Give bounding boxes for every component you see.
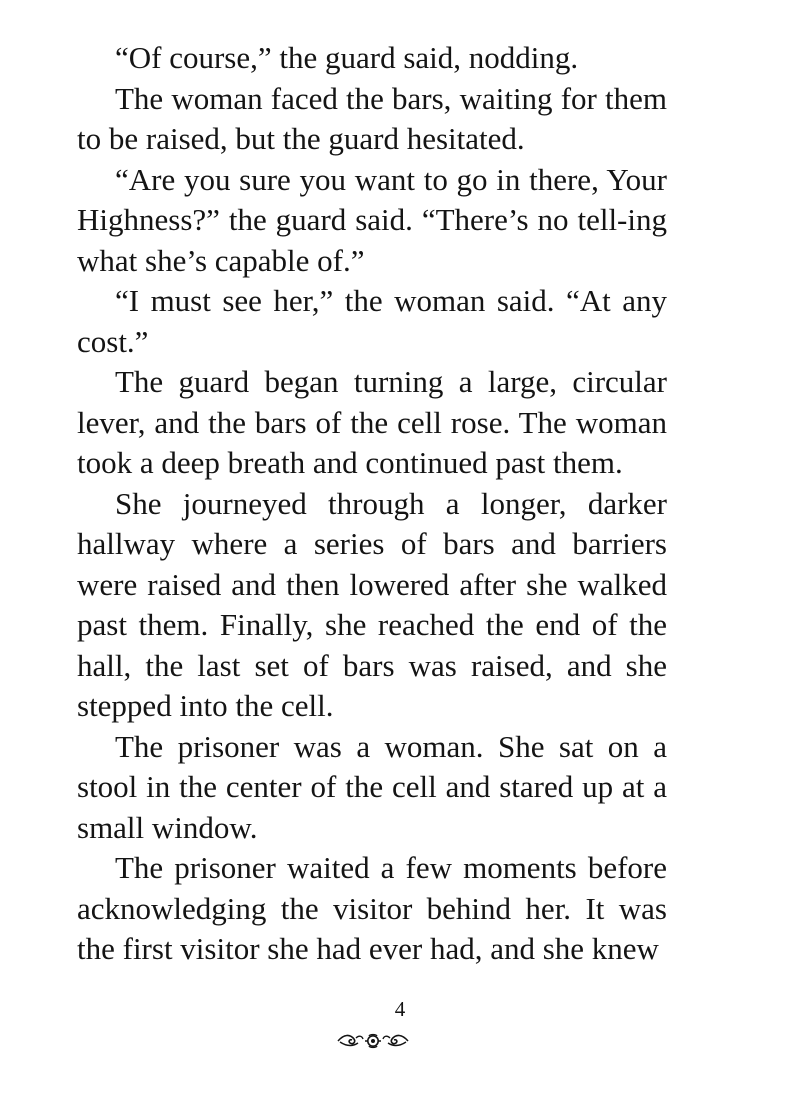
paragraph-2: The woman faced the bars, waiting for them to be raised, but the guard hesitated. [77,80,667,156]
paragraph-1: “Of course,” the guard said, nodding. [115,40,579,75]
page-number: 4 [394,997,406,1021]
scroll-flourish-icon [336,1030,410,1052]
body-text [77,38,667,970]
paragraph-7: The prisoner was a woman. She sat on a stool in the center of the cell and stared up at a small window. [77,728,667,845]
paragraph-3: “Are you sure you want to go in there, Your Highness?” the guard said. “There’s no tell-ing what she’s capable of.” [77,161,667,278]
paragraph-8: The prisoner waited a few moments before acknowledging the visitor behind her. It was the first visitor she had ever had, and she knew [77,850,667,966]
paragraph-5: The guard began turning a large, circular lever, and the bars of the cell rose. The woman took a deep breath and continued past them. [77,364,667,480]
paragraph-4: “I must see her,” the woman said. “At any cost.” [77,283,667,359]
paragraph-6: She journeyed through a longer, darker hallway where a series of bars and barriers were raised and then lowered after she walked past them. Finally, she reached the end of the hall, the last set of bars was raised, and she stepped into the cell. [77,485,667,723]
